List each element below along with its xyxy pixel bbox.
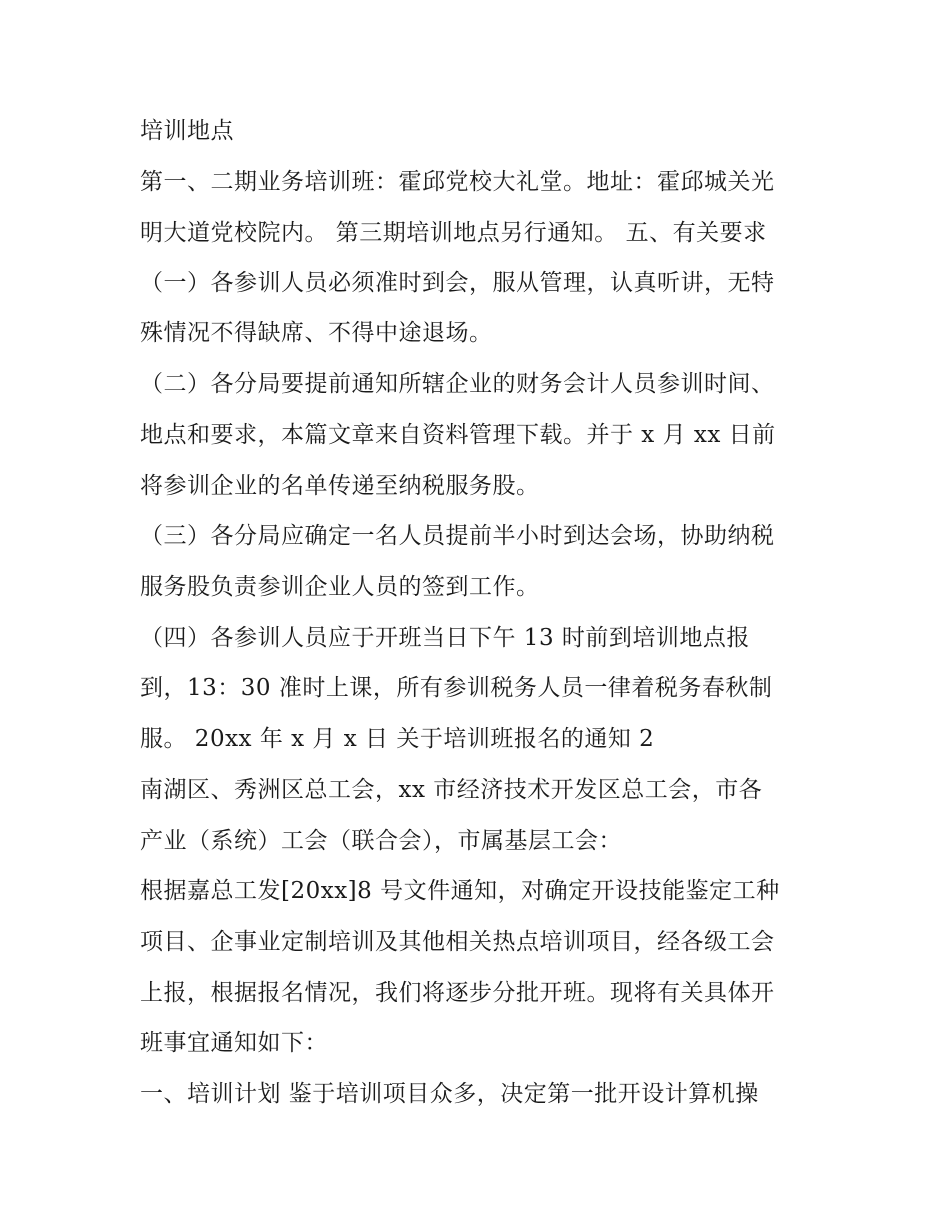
text-line: 第一、二期业务培训班：霍邱党校大礼堂。地址：霍邱城关光 — [140, 169, 775, 195]
text-line: 明大道党校院内。 第三期培训地点另行通知。 五、有关要求 — [140, 220, 767, 246]
text-line: 项目、企事业定制培训及其他相关热点培训项目，经各级工会 — [140, 929, 775, 955]
text-line: 服。 20xx 年 x 月 x 日 关于培训班报名的通知 2 — [140, 726, 655, 752]
text-line: 服务股负责参训企业人员的签到工作。 — [140, 574, 540, 600]
text-line: 培训地点 — [140, 118, 234, 144]
text-line: 殊情况不得缺席、不得中途退场。 — [140, 320, 493, 346]
text-line: （三）各分局应确定一名人员提前半小时到达会场，协助纳税 — [140, 523, 775, 549]
text-line: 产业（系统）工会（联合会），市属基层工会： — [140, 828, 622, 854]
text-line: 地点和要求，本篇文章来自资料管理下载。并于 x 月 xx 日前 — [140, 422, 776, 448]
text-line: 到，13：30 准时上课，所有参训税务人员一律着税务春秋制 — [140, 675, 773, 701]
text-line: 一、培训计划 鉴于培训项目众多，决定第一批开设计算机操 — [140, 1081, 759, 1107]
text-line: 南湖区、秀洲区总工会，xx 市经济技术开发区总工会，市各 — [140, 777, 763, 803]
text-line: 班事宜通知如下： — [140, 1030, 328, 1056]
text-line: 上报，根据报名情况，我们将逐步分批开班。现将有关具体开 — [140, 980, 775, 1006]
text-line: （四）各参训人员应于开班当日下午 13 时前到培训地点报 — [140, 625, 750, 651]
text-line: 根据嘉总工发[20xx]8 号文件通知，对确定开设技能鉴定工种 — [140, 878, 780, 904]
text-line: 将参训企业的名单传递至纳税服务股。 — [140, 473, 540, 499]
text-line: （二）各分局要提前通知所辖企业的财务会计人员参训时间、 — [140, 371, 775, 397]
text-line: （一）各参训人员必须准时到会，服从管理，认真听讲，无特 — [140, 270, 775, 296]
